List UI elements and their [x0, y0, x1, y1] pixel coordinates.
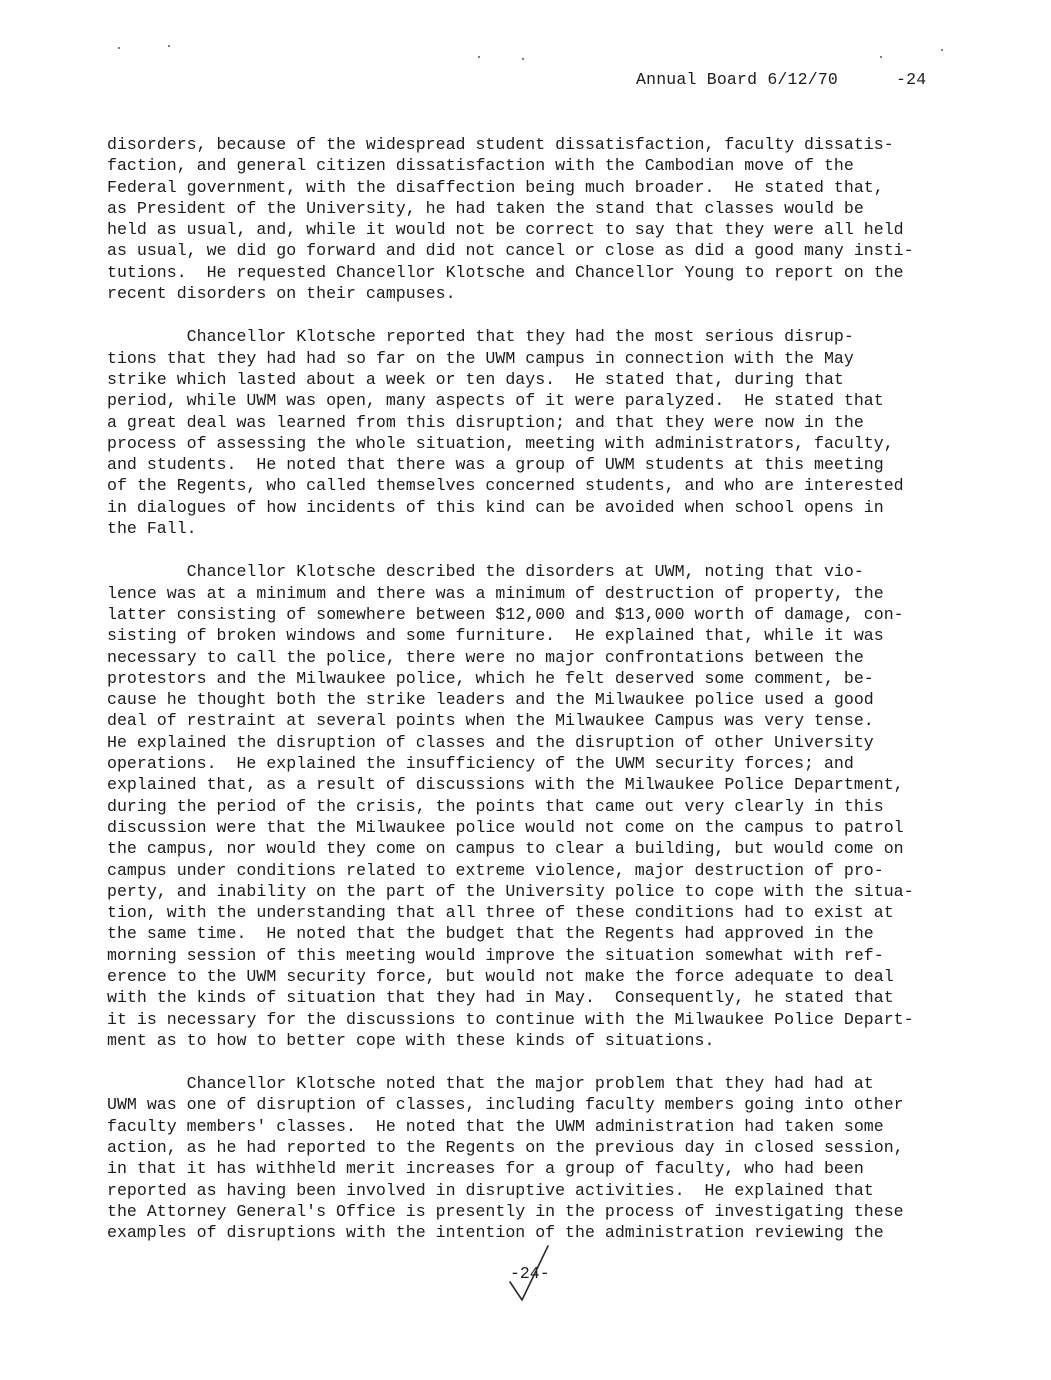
scan-speck — [880, 56, 882, 58]
text-line: tion, with the understanding that all three of these conditions had to exist at — [107, 903, 894, 923]
scan-speck — [941, 49, 943, 51]
text-line: tions that they had had so far on the UWM campus in connection with the May — [107, 348, 854, 368]
text-line: lence was at a minimum and there was a minimum of destruction of property, the — [107, 583, 884, 603]
text-line: during the period of the crisis, the points that came out very clearly in this — [107, 796, 884, 816]
text-line: period, while UWM was open, many aspects of it were paralyzed. He stated that — [107, 391, 884, 411]
text-line: examples of disruptions with the intention of the administration reviewing the — [107, 1223, 884, 1243]
scan-speck — [478, 56, 480, 58]
scan-speck — [522, 58, 524, 60]
text-line: tutions. He requested Chancellor Klotsche and Chancellor Young to report on the — [107, 262, 904, 282]
text-line: disorders, because of the widespread student dissatisfaction, faculty dissatis- — [107, 135, 894, 154]
text-line: in that it has withheld merit increases for a group of faculty, who had been — [107, 1159, 864, 1179]
text-line: cause he thought both the strike leaders and the Milwaukee police used a good — [107, 690, 874, 710]
text-line: campus under conditions related to extreme violence, major destruction of pro- — [107, 860, 884, 880]
handwritten-check-mark-icon — [500, 1240, 560, 1310]
text-line: Chancellor Klotsche described the disorders at UWM, noting that vio- — [107, 562, 864, 582]
text-line: protestors and the Milwaukee police, which he felt deserved some comment, be- — [107, 668, 874, 688]
text-line: perty, and inability on the part of the University police to cope with the situa- — [107, 881, 914, 901]
text-line: held as usual, and, while it would not be correct to say that they were all held — [107, 220, 904, 240]
text-line: Chancellor Klotsche reported that they had the most serious disrup- — [107, 327, 854, 347]
text-line: as usual, we did go forward and did not cancel or close as did a good many insti- — [107, 241, 914, 261]
text-line: reported as having been involved in disruptive activities. He explained that — [107, 1180, 874, 1200]
paragraph — [107, 561, 957, 1051]
text-line: the Attorney General's Office is presently in the process of investigating these — [107, 1201, 904, 1221]
text-line: explained that, as a result of discussions with the Milwaukee Police Department, — [107, 775, 904, 795]
text-line: Chancellor Klotsche noted that the major problem that they had had at — [107, 1074, 874, 1094]
text-line: faculty members' classes. He noted that the UWM administration had taken some — [107, 1116, 884, 1136]
text-line: the campus, nor would they come on campus to clear a building, but would come on — [107, 839, 904, 859]
text-line: erence to the UWM security force, but would not make the force adequate to deal — [107, 966, 894, 986]
text-line: as President of the University, he had taken the stand that classes would be — [107, 198, 864, 218]
text-line: process of assessing the whole situation, meeting with administrators, faculty, — [107, 433, 894, 453]
scan-speck — [168, 45, 170, 47]
text-line: the same time. He noted that the budget that the Regents had approved in the — [107, 924, 874, 944]
text-line: it is necessary for the discussions to continue with the Milwaukee Police Depart- — [107, 1009, 914, 1029]
header-page-ref: -24 — [896, 70, 927, 89]
text-line: sisting of broken windows and some furniture. He explained that, while it was — [107, 626, 884, 646]
text-line: operations. He explained the insufficiency of the UWM security forces; and — [107, 754, 854, 774]
page-header — [636, 70, 926, 89]
text-line: discussion were that the Milwaukee police would not come on the campus to patrol — [107, 817, 904, 837]
text-line: of the Regents, who called themselves concerned students, and who are interested — [107, 476, 904, 496]
body-text — [107, 134, 957, 1266]
paragraph — [107, 1073, 957, 1243]
paragraph — [107, 326, 957, 539]
text-line: strike which lasted about a week or ten days. He stated that, during that — [107, 369, 844, 389]
scan-speck — [118, 47, 120, 49]
paragraph — [107, 134, 957, 304]
text-line: action, as he had reported to the Regents on the previous day in closed session, — [107, 1138, 904, 1158]
text-line: He explained the disruption of classes and the disruption of other University — [107, 732, 874, 752]
header-title: Annual Board 6/12/70 — [636, 70, 839, 89]
text-line: Federal government, with the disaffection being much broader. He stated that, — [107, 177, 884, 197]
text-line: ment as to how to better cope with these kinds of situations. — [107, 1030, 715, 1050]
text-line: latter consisting of somewhere between $12,000 and $13,000 worth of damage, con- — [107, 604, 904, 624]
text-line: faction, and general citizen dissatisfaction with the Cambodian move of the — [107, 156, 854, 176]
text-line: the Fall. — [107, 519, 197, 539]
text-line: deal of restraint at several points when the Milwaukee Campus was very tense. — [107, 711, 874, 731]
text-line: necessary to call the police, there were no major confrontations between the — [107, 647, 864, 667]
page-number: -24- — [510, 1264, 550, 1283]
text-line: morning session of this meeting would improve the situation somewhat with ref- — [107, 945, 884, 965]
text-line: recent disorders on their campuses. — [107, 284, 456, 304]
text-line: a great deal was learned from this disruption; and that they were now in the — [107, 412, 864, 432]
text-line: with the kinds of situation that they had in May. Consequently, he stated that — [107, 988, 894, 1008]
text-line: and students. He noted that there was a group of UWM students at this meeting — [107, 455, 884, 475]
text-line: UWM was one of disruption of classes, including faculty members going into other — [107, 1095, 904, 1115]
text-line: in dialogues of how incidents of this kind can be avoided when school opens in — [107, 497, 884, 517]
